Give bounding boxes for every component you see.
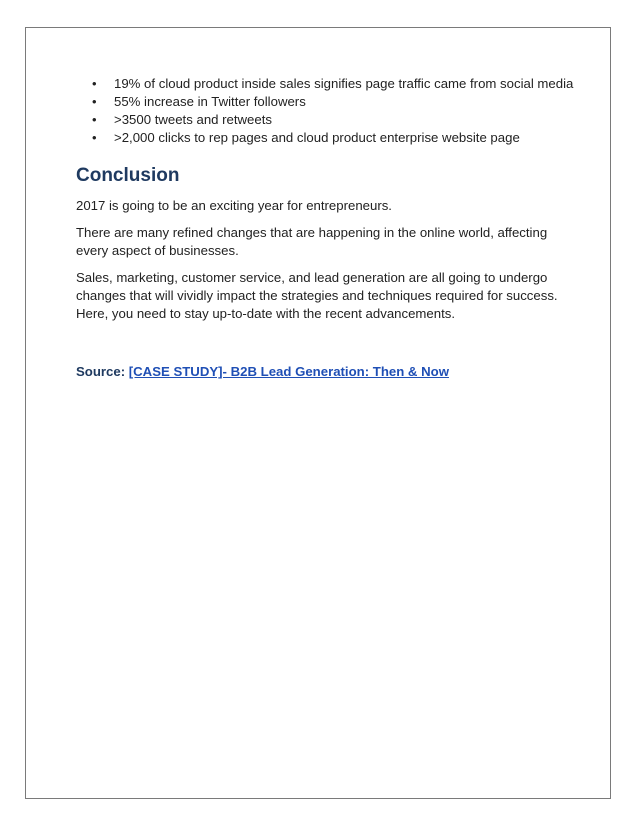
list-item (76, 75, 576, 93)
bullet-icon: • (92, 94, 97, 109)
bullet-icon: • (92, 112, 97, 127)
list-item (76, 129, 576, 147)
bullet-icon: • (92, 76, 97, 91)
list-item (76, 111, 576, 129)
conclusion-paragraph: Sales, marketing, customer service, and lead generation are all going to undergo changes that will vividly impact the strategies and techniques required for success. Here, you need to stay up-to-date with the recent advancements. (76, 270, 558, 321)
source-line (76, 363, 576, 381)
list-item-text: 55% increase in Twitter followers (114, 94, 306, 109)
list-item-text: 19% of cloud product inside sales signifies page traffic came from social media (114, 76, 574, 91)
source-label: Source: (76, 364, 129, 379)
stats-bullet-list (76, 75, 576, 147)
document-page (25, 27, 611, 799)
list-item-text: >3500 tweets and retweets (114, 112, 272, 127)
conclusion-paragraph: 2017 is going to be an exciting year for entrepreneurs. (76, 198, 392, 213)
conclusion-paragraph: There are many refined changes that are happening in the online world, affecting every aspect of businesses. (76, 225, 548, 258)
list-item (76, 93, 576, 111)
source-link[interactable]: [CASE STUDY]- B2B Lead Generation: Then & Now (128, 364, 449, 379)
conclusion-heading: Conclusion (76, 165, 180, 186)
bullet-icon: • (92, 130, 97, 145)
list-item-text: >2,000 clicks to rep pages and cloud product enterprise website page (114, 130, 520, 145)
page-content (76, 75, 576, 381)
